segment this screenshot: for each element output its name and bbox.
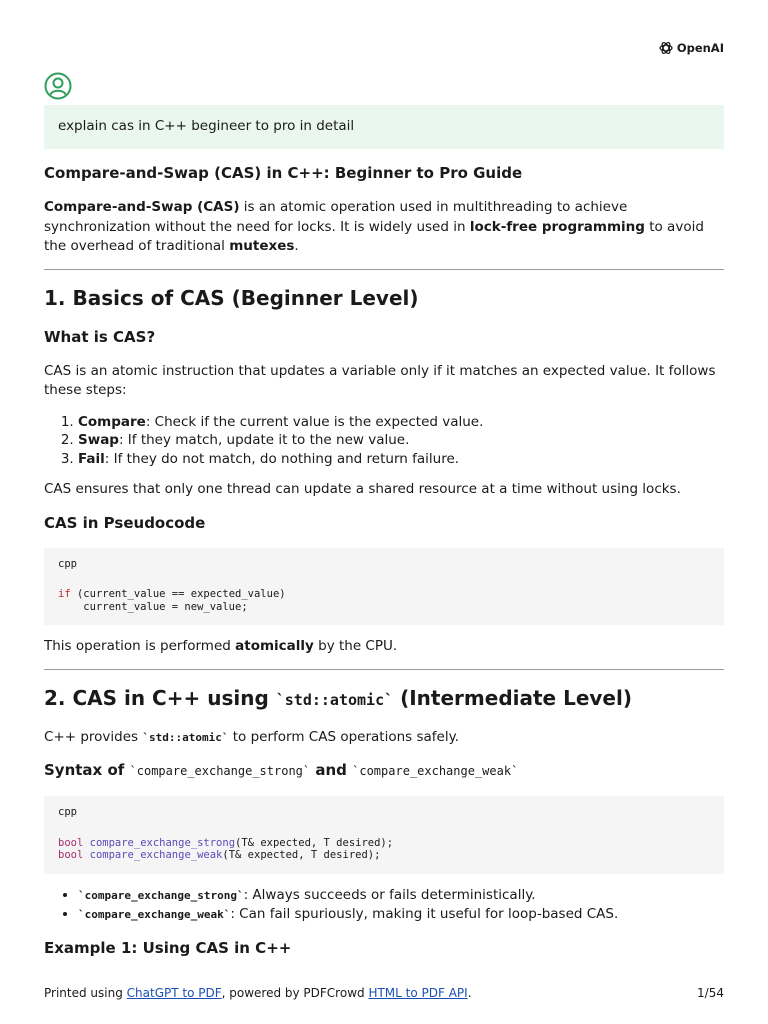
html-to-pdf-api-link[interactable]: HTML to PDF API xyxy=(368,986,468,1000)
response-body xyxy=(44,162,724,973)
what-is-cas-text: CAS is an atomic instruction that updates a variable only if it matches an expected value. It follows these steps: xyxy=(44,362,716,398)
list-item: 1. Compare: Check if the current value is the expected value. xyxy=(78,413,724,432)
list-item: 3. Fail: If they do not match, do nothing and return failure. xyxy=(78,450,724,469)
intro-paragraph: Compare-and-Swap (CAS) is an atomic operation used in multithreading to achieve synchronization without the need for locks. It is widely used in lock-free programming to avoid the overhead of traditional mutexes. xyxy=(44,199,704,254)
list-item: 2. Swap: If they match, update it to the new value. xyxy=(78,431,724,450)
cas-ensures-text: CAS ensures that only one thread can update a shared resource at a time without using locks. xyxy=(44,481,681,497)
openai-icon xyxy=(658,40,674,56)
code-language-label: cpp xyxy=(58,557,77,570)
user-avatar-icon xyxy=(44,72,72,100)
response-title: Compare-and-Swap (CAS) in C++: Beginner to Pro Guide xyxy=(44,164,523,182)
example1-heading: Example 1: Using CAS in C++ xyxy=(44,938,292,957)
list-item: • `compare_exchange_strong`: Always succeeds or fails deterministically. xyxy=(78,886,724,906)
compare-exchange-list xyxy=(44,886,724,925)
pseudocode-block[interactable] xyxy=(44,548,724,626)
code-content: bool compare_exchange_strong(T& expected, T desired); bool compare_exchange_weak(T& expected, T desired); xyxy=(58,836,394,861)
page-number: 1/54 xyxy=(697,986,724,1000)
pseudocode-heading: CAS in Pseudocode xyxy=(44,513,206,532)
chatgpt-to-pdf-link[interactable]: ChatGPT to PDF xyxy=(126,986,222,1000)
logo-text: OpenAI xyxy=(676,41,724,55)
openai-logo xyxy=(658,40,724,56)
page-footer xyxy=(44,986,724,1000)
section2-heading: 2. CAS in C++ using `std::atomic` (Intermediate Level) xyxy=(44,685,632,710)
code-content: if (current_value == expected_value) current_value = new_value; xyxy=(58,588,286,613)
section1-heading: 1. Basics of CAS (Beginner Level) xyxy=(44,285,419,310)
user-prompt: explain cas in C++ begineer to pro in detail xyxy=(44,105,724,149)
footer-credit: Printed using ChatGPT to PDF, powered by PDFCrowd HTML to PDF API. xyxy=(44,986,472,1000)
what-is-cas-heading: What is CAS? xyxy=(44,327,156,346)
atomic-text: This operation is performed atomically by the CPU. xyxy=(44,638,398,654)
syntax-code-block[interactable] xyxy=(44,796,724,874)
cas-steps-list xyxy=(44,413,724,469)
divider xyxy=(44,669,724,670)
divider xyxy=(44,269,724,270)
cpp-provides-text: C++ provides `std::atomic` to perform CAS operations safely. xyxy=(44,728,459,745)
list-item: • `compare_exchange_weak`: Can fail spuriously, making it useful for loop-based CAS. xyxy=(78,905,724,925)
code-language-label: cpp xyxy=(58,806,77,818)
syntax-heading: Syntax of `compare_exchange_strong` and `compare_exchange_weak` xyxy=(44,761,519,779)
